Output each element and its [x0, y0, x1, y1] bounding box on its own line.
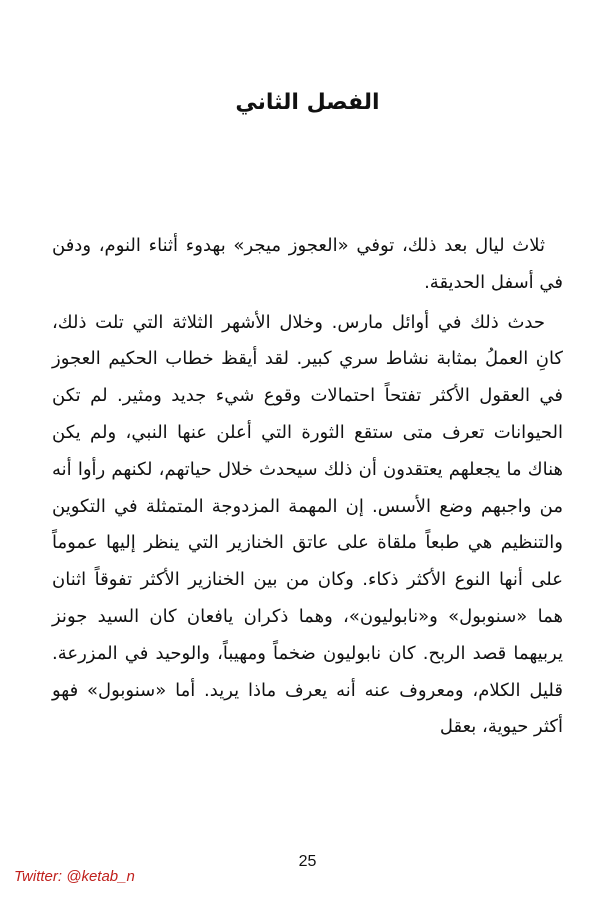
chapter-title: الفصل الثاني — [235, 90, 380, 115]
paragraph-1: ثلاث ليال بعد ذلك، توفي «العجوز ميجر» بهدوء أثناء النوم، ودفن في أسفل الحديقة. — [52, 235, 563, 293]
page-number: 25 — [298, 853, 317, 870]
body-text — [52, 228, 563, 746]
twitter-watermark: Twitter: @ketab_n — [14, 868, 135, 885]
paragraph-2: حدث ذلك في أوائل مارس. وخلال الأشهر الثلاثة التي تلت ذلك، كانِ العملُ بمثابة نشاط سري كبير. لقد أيقظ خطاب الحكيم العجوز في العقول الأكثر تفتحاً احتمالات وقوع شيء جديد ومثير. لم تكن الحيوانات تعرف متى ستقع الثورة التي أعلن عنها النبي، ولم يكن هناك ما يجعلهم يعتقدون أن ذلك سيحدث خلال حياتهم، لكنهم رأوا أنه من واجبهم وضع الأسس. إن المهمة المزدوجة المتمثلة في التكوين والتنظيم هي طبعاً ملقاة على عاتق الخنازير التي ينظر إليها عموماً على أنها النوع الأكثر ذكاء. وكان من بين الخنازير الأكثر تفوقاً اثنان هما «سنوبول» و«نابوليون»، وهما ذكران يافعان كان السيد جونز يربيهما قصد الربح. كان نابوليون ضخماً ومهيباً، والوحيد في المزرعة. قليل الكلام، ومعروف عنه أنه يعرف ماذا يريد. أما «سنوبول» فهو أكثر حيوية، بعقل — [52, 311, 563, 738]
